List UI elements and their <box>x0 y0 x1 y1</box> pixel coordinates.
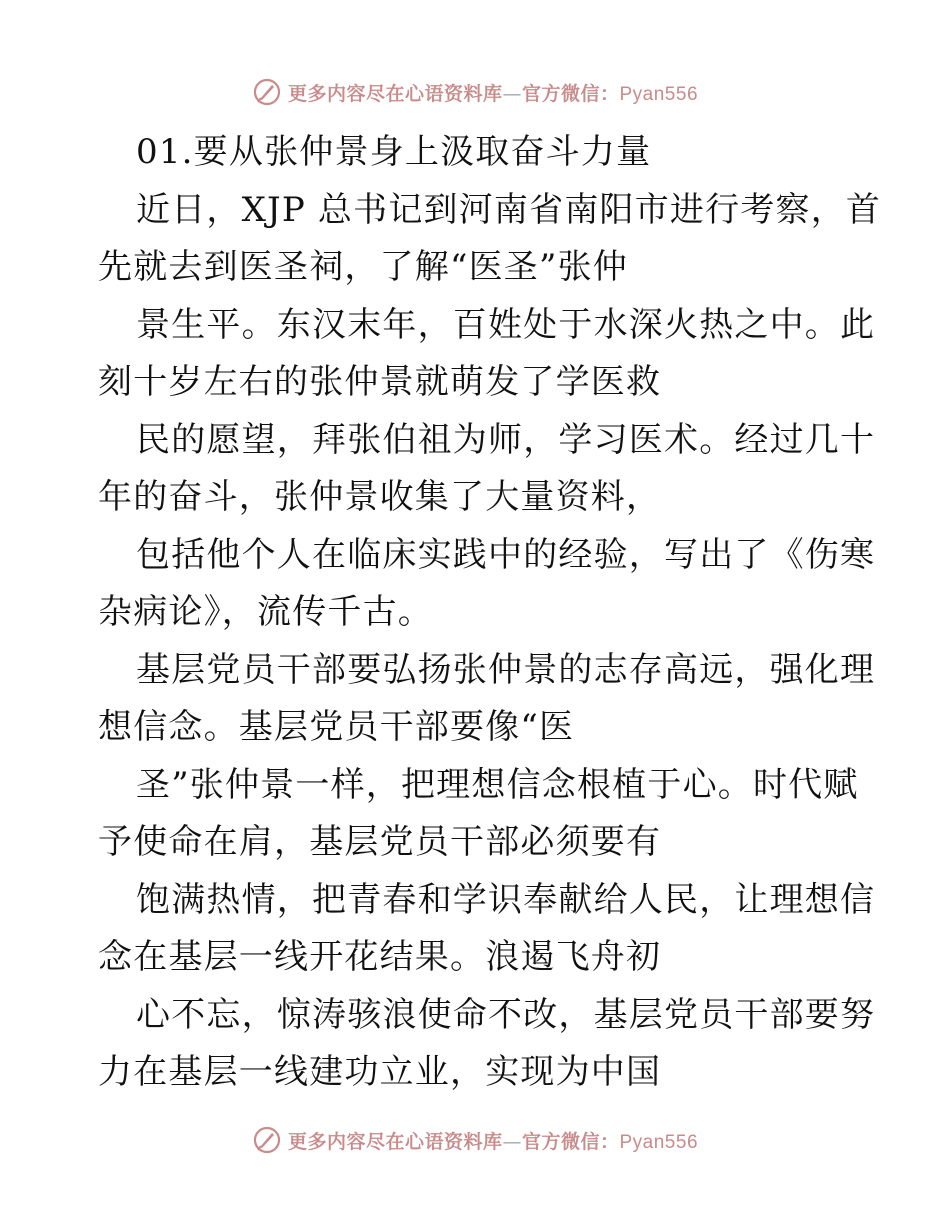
paragraph-line: 民的愿望，拜张伯祖为师，学习医术。经过几十 <box>136 419 876 460</box>
feather-pen-logo-icon <box>252 77 282 107</box>
paragraph-line: 圣”张仲景一样，把理想信念根植于心。时代赋 <box>136 764 859 805</box>
document-body <box>98 124 882 1102</box>
paragraph-line: 基层党员干部要弘扬张仲景的志存高远，强化理 <box>136 649 876 690</box>
watermark-wechat-id: Pyan556 <box>619 1131 699 1153</box>
watermark-wechat-label: 官方微信： <box>521 1130 620 1153</box>
watermark-brand: 更多内容尽在心语资料库 <box>287 1130 503 1153</box>
paragraph-line: 心不忘，惊涛骇浪使命不改，基层党员干部要努 <box>136 994 876 1035</box>
paragraph-line: 想信念。基层党员干部要像“医 <box>98 707 575 747</box>
paragraph-line: 景生平。东汉末年，百姓处于水深火热之中。此 <box>136 304 876 345</box>
watermark-text <box>288 79 698 106</box>
paragraph-line: 饱满热情，把青春和学识奉献给人民，让理想信 <box>136 879 876 920</box>
paragraph-line: 杂病论》，流传千古。 <box>98 592 433 632</box>
watermark-text <box>288 1127 698 1154</box>
watermark-separator: — <box>502 82 522 105</box>
paragraph-line: 01.要从张仲景身上汲取奋斗力量 <box>136 132 652 172</box>
paragraph-line: 予使命在肩，基层党员干部必须要有 <box>98 822 662 862</box>
paragraph-line: 力在基层一线建功立业，实现为中国 <box>98 1052 662 1092</box>
paragraph-line: 念在基层一线开花结果。浪遏飞舟初 <box>98 937 662 977</box>
paragraph-line: 刻十岁左右的张仲景就萌发了学医救 <box>98 362 662 402</box>
paragraph-line: 先就去到医圣祠，了解“医圣”张仲 <box>98 247 628 287</box>
paragraph-line: 年的奋斗，张仲景收集了大量资料， <box>98 477 662 517</box>
paragraph-line: 近日，XJP 总书记到河南省南阳市进行考察，首 <box>136 189 882 230</box>
watermark-wechat-id: Pyan556 <box>619 83 699 105</box>
watermark-brand: 更多内容尽在心语资料库 <box>287 82 503 105</box>
footer-watermark <box>0 1120 950 1160</box>
header-watermark <box>0 72 950 112</box>
paragraph-line: 包括他个人在临床实践中的经验，写出了《伤寒 <box>136 534 876 575</box>
watermark-separator: — <box>502 1130 522 1153</box>
feather-pen-logo-icon <box>252 1125 282 1155</box>
watermark-wechat-label: 官方微信： <box>521 82 620 105</box>
